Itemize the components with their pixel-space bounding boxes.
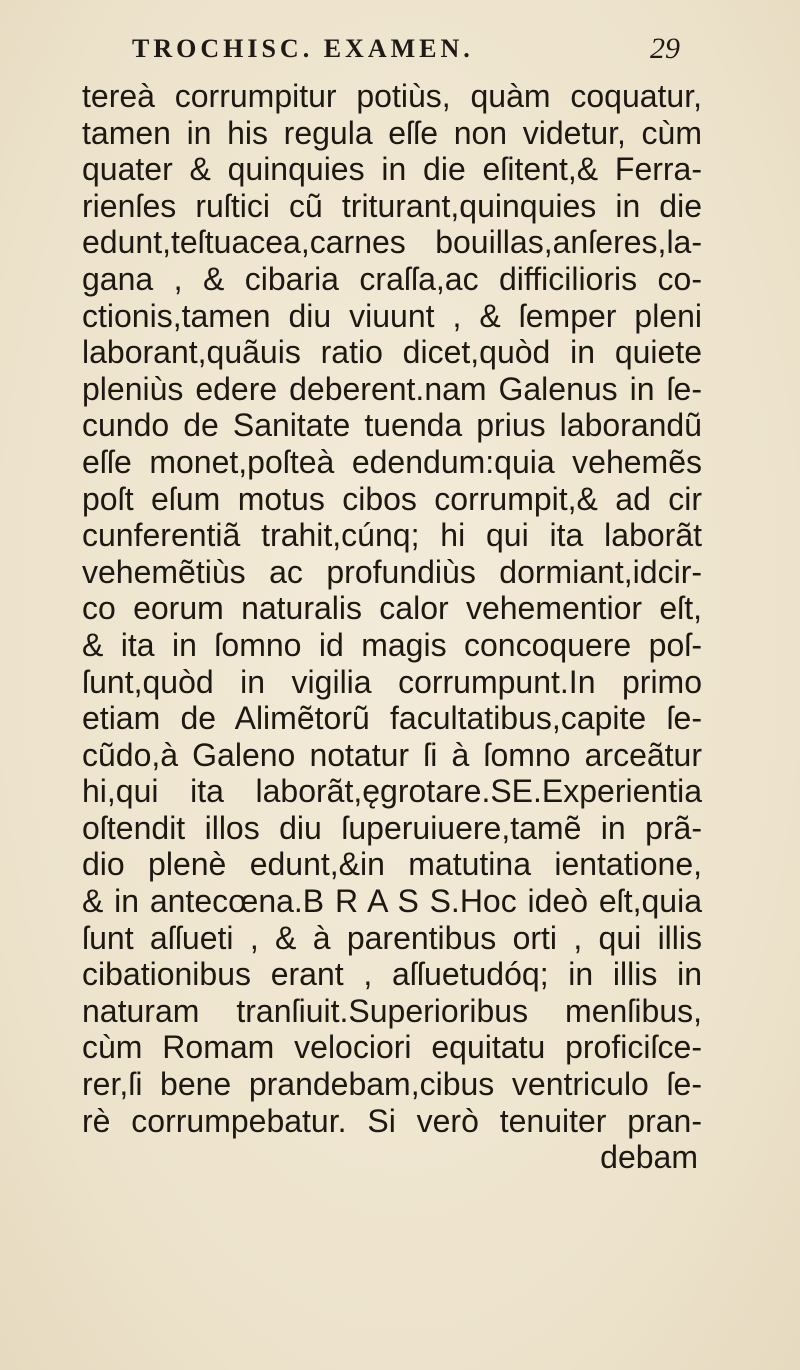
catchword: debam xyxy=(600,1139,698,1176)
text-line: & in antecœna.B R A S S.Hoc ideò eſt,quia xyxy=(82,883,702,920)
text-line: ſunt,quòd in vigilia corrumpunt.In primo xyxy=(82,663,702,700)
running-head: TROCHISC. EXAMEN. xyxy=(132,34,474,63)
text-line: eſſe monet,poſteà edendum:quia vehemẽs xyxy=(82,443,702,480)
text-line: cũdo,à Galeno notatur ſi à ſomno arceãtur xyxy=(82,736,702,773)
text-line: rer,ſi bene prandebam,cibus ventriculo ſe- xyxy=(82,1066,702,1103)
page-header xyxy=(132,28,680,72)
body-text xyxy=(82,78,702,1176)
text-line: tamen in his regula eſſe non videtur, cùm xyxy=(82,114,702,151)
text-line: laborant,quãuis ratio dicet,quòd in quiete xyxy=(82,334,702,371)
text-line: rè corrumpebatur. Si verò tenuiter pran- xyxy=(82,1102,702,1139)
text-line: edunt,teſtuacea,carnes bouillas,anſeres,la- xyxy=(82,224,702,261)
text-line: pleniùs edere deberent.nam Galenus in ſe- xyxy=(82,370,702,407)
text-line: ctionis,tamen diu viuunt , & ſemper pleni xyxy=(82,297,702,334)
text-line: hi,qui ita laborãt,ęgrotare.SE.Experientia xyxy=(82,773,702,810)
text-line: ſunt aſſueti , & à parentibus orti , qui illis xyxy=(82,919,702,956)
text-line: quater & quinquies in die eſitent,& Ferra- xyxy=(82,151,702,188)
text-line: cibationibus erant , aſſuetudóq; in illis in xyxy=(82,956,702,993)
text-line: co eorum naturalis calor vehementior eſt, xyxy=(82,590,702,627)
text-line: etiam de Alimẽtorũ facultatibus,capite ſe- xyxy=(82,700,702,737)
text-line: cunferentiã trahit,cúnq; hi qui ita laborãt xyxy=(82,517,702,554)
text-line: gana , & cibaria craſſa,ac difficilioris co- xyxy=(82,260,702,297)
text-line: tereà corrumpitur potiùs, quàm coquatur, xyxy=(82,78,702,114)
text-line: rienſes ruſtici cũ triturant,quinquies in die xyxy=(82,187,702,224)
text-line: cùm Romam velociori equitatu proficiſce- xyxy=(82,1029,702,1066)
page-number: 29 xyxy=(650,32,680,65)
text-line: oſtendit illos diu ſuperuiuere,tamẽ in prã- xyxy=(82,809,702,846)
text-line: poſt eſum motus cibos corrumpit,& ad cir xyxy=(82,480,702,517)
text-line: dio plenè edunt,&in matutina ientatione, xyxy=(82,846,702,883)
text-line: vehemẽtiùs ac profundiùs dormiant,idcir- xyxy=(82,553,702,590)
text-line: & ita in ſomno id magis concoquere poſ- xyxy=(82,626,702,663)
text-line: cundo de Sanitate tuenda prius laborandũ xyxy=(82,407,702,444)
text-line: naturam tranſiuit.Superioribus menſibus, xyxy=(82,992,702,1029)
